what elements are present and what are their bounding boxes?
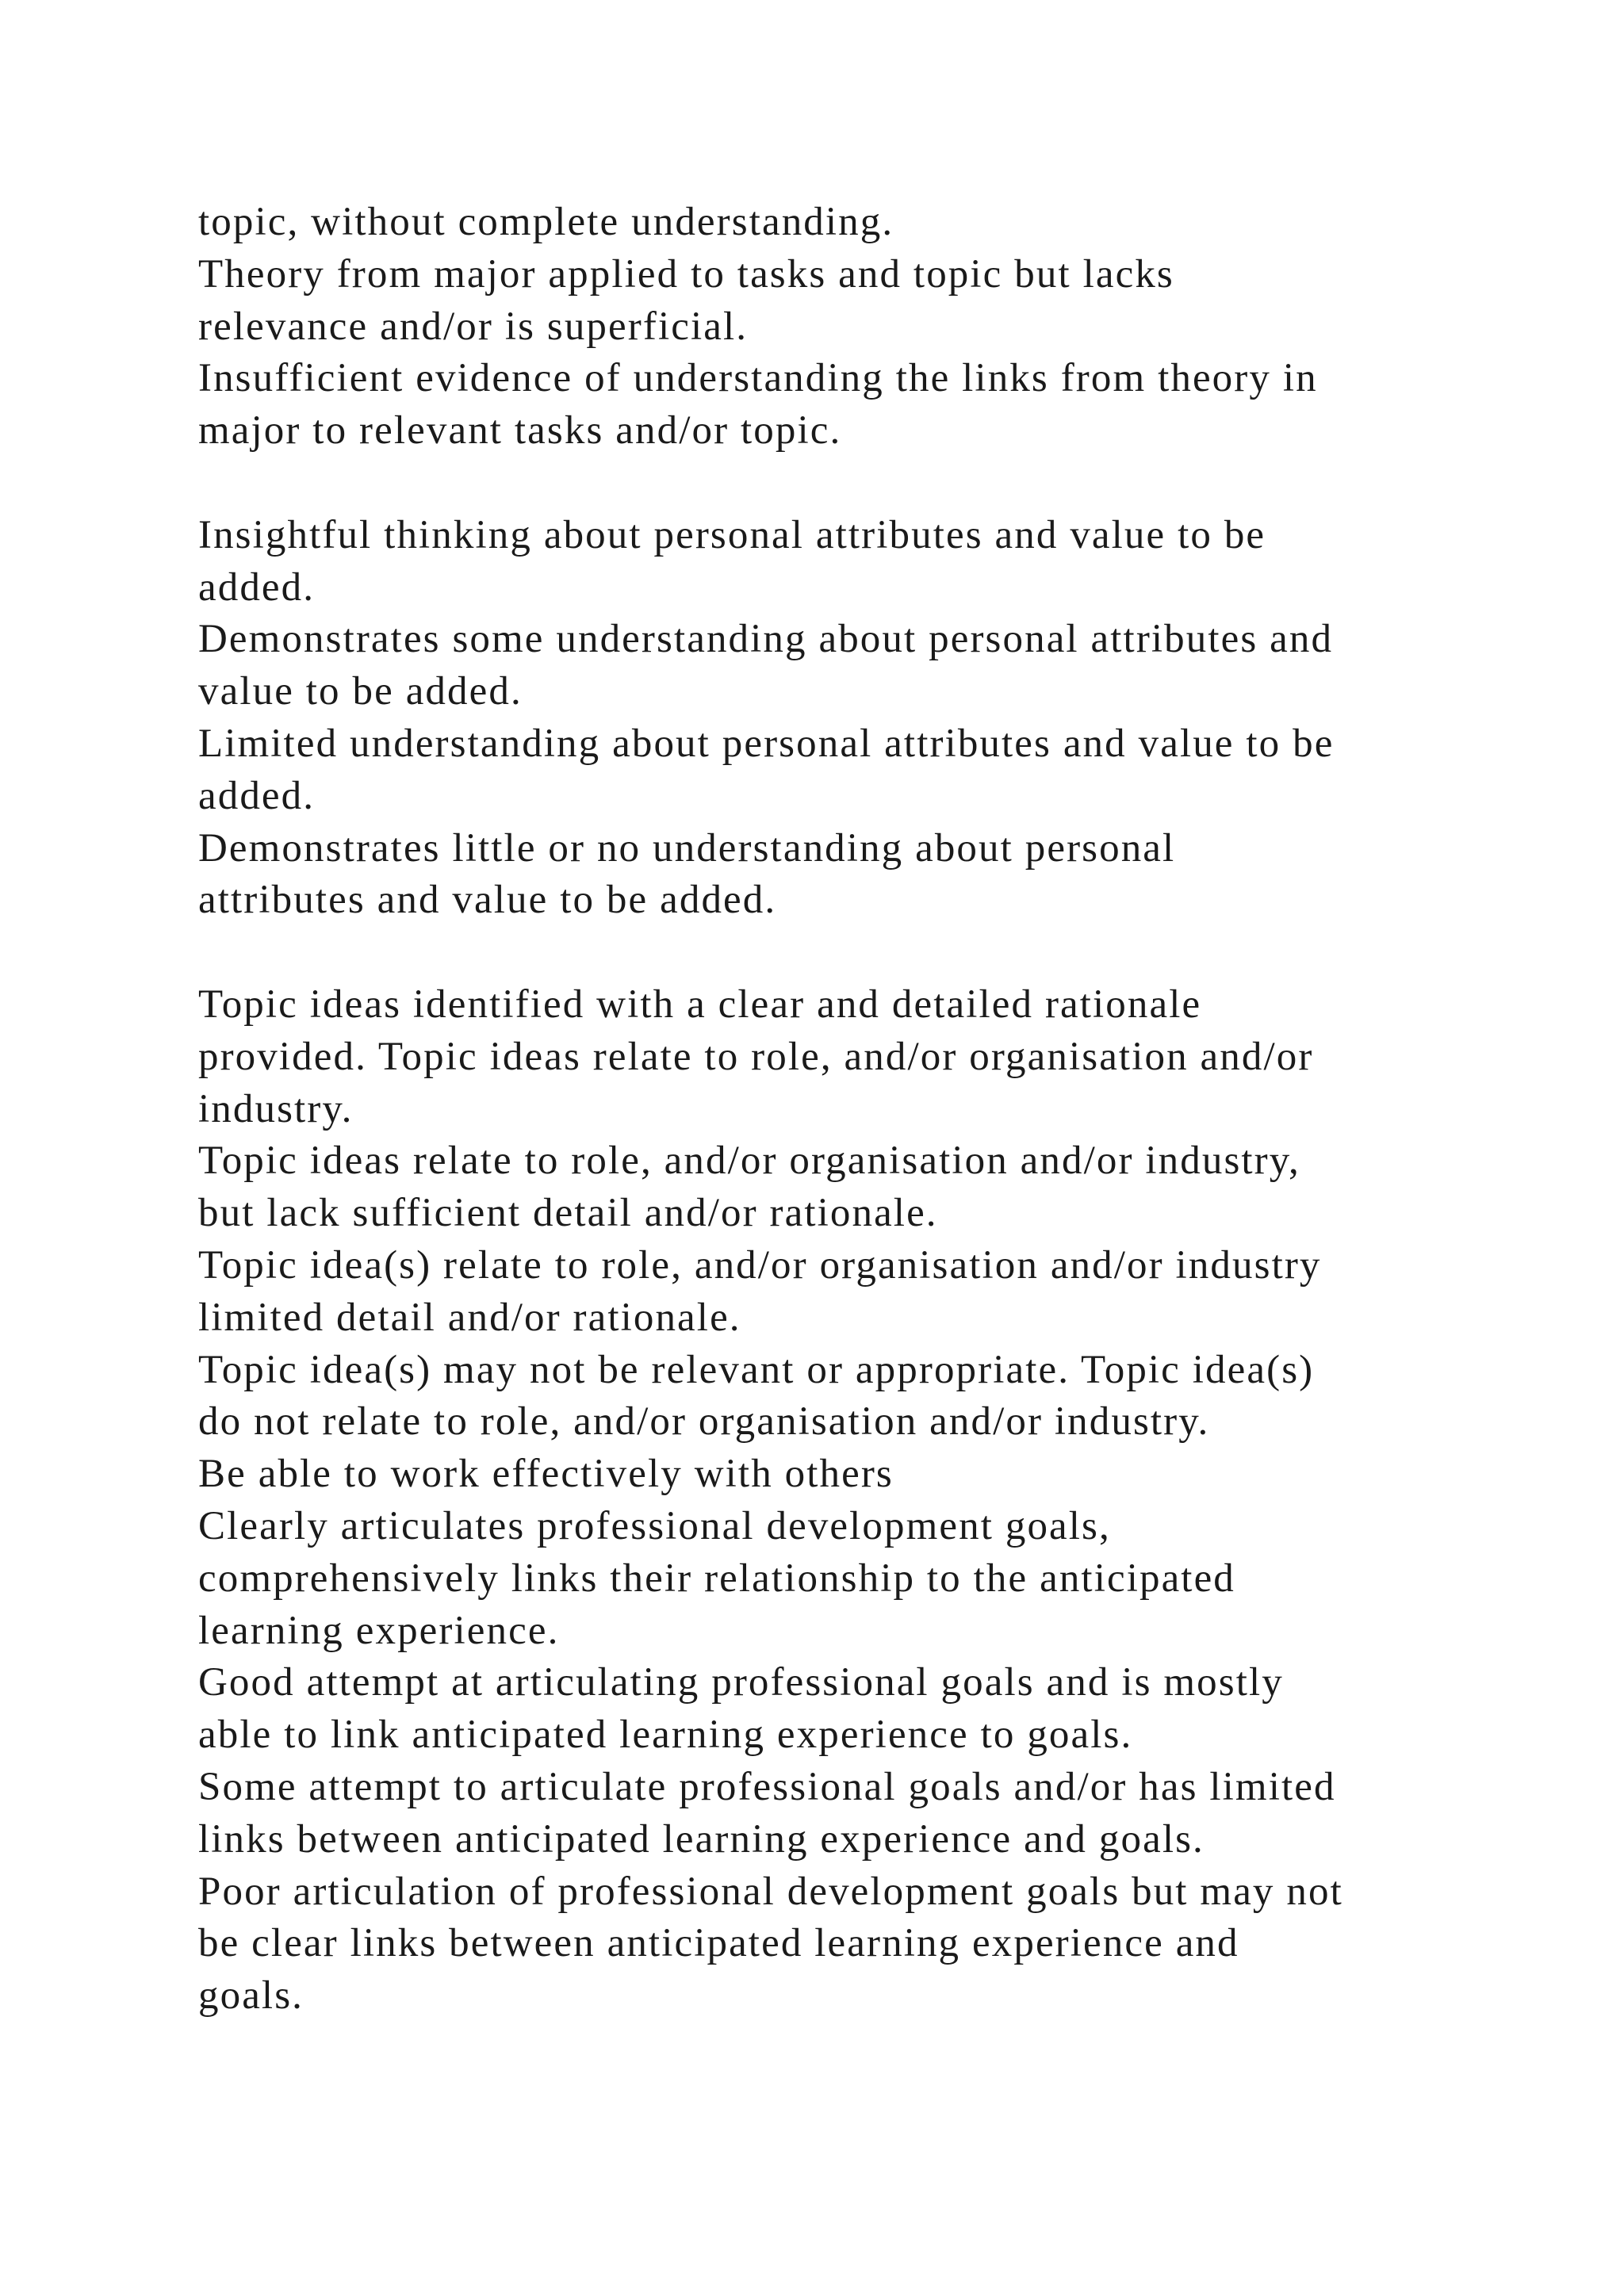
- text-line: be clear links between anticipated learning experience and: [198, 1921, 1239, 1966]
- text-line: limited detail and/or rationale.: [198, 1295, 741, 1340]
- paragraph-gap: [198, 927, 1483, 979]
- text-line: topic, without complete understanding.: [198, 200, 894, 244]
- paragraph-gap: [198, 457, 1483, 510]
- text-line: Good attempt at articulating professional goals and is mostly: [198, 1660, 1284, 1705]
- text-line: Some attempt to articulate professional goals and/or has limited: [198, 1764, 1336, 1809]
- text-line: Topic idea(s) relate to role, and/or organisation and/or industry: [198, 1242, 1322, 1288]
- text-line: but lack sufficient detail and/or rationale.: [198, 1191, 938, 1236]
- text-line: Insufficient evidence of understanding the links from theory in: [198, 356, 1318, 401]
- text-line: Clearly articulates professional development goals,: [198, 1503, 1111, 1548]
- text-line: Limited understanding about personal attributes and value to be: [198, 721, 1335, 766]
- text-line: Poor articulation of professional development goals but may not: [198, 1869, 1343, 1914]
- text-line: industry.: [198, 1086, 354, 1131]
- text-line: Be able to work effectively with others: [198, 1452, 894, 1497]
- text-line: learning experience.: [198, 1608, 560, 1653]
- text-line: Demonstrates little or no understanding about personal: [198, 825, 1176, 871]
- text-line: Topic ideas identified with a clear and detailed rationale: [198, 982, 1202, 1027]
- text-line: able to link anticipated learning experience to goals.: [198, 1712, 1133, 1758]
- text-line: Topic ideas relate to role, and/or organisation and/or industry,: [198, 1138, 1300, 1184]
- text-line: added.: [198, 773, 316, 818]
- text-line: attributes and value to be added.: [198, 878, 777, 923]
- text-line: Theory from major applied to tasks and topic but lacks: [198, 251, 1174, 297]
- text-line: Demonstrates some understanding about personal attributes and: [198, 617, 1334, 662]
- text-line: added.: [198, 564, 316, 610]
- text-line: links between anticipated learning experience and goals.: [198, 1816, 1205, 1862]
- text-line: major to relevant tasks and/or topic.: [198, 408, 842, 453]
- text-line: do not relate to role, and/or organisation and/or industry.: [198, 1399, 1210, 1445]
- text-line: Insightful thinking about personal attributes and value to be: [198, 512, 1266, 557]
- text-line: comprehensively links their relationship to the anticipated: [198, 1556, 1235, 1601]
- text-line: Topic idea(s) may not be relevant or appropriate. Topic idea(s): [198, 1347, 1315, 1392]
- text-line: provided. Topic ideas relate to role, and/or organisation and/or: [198, 1034, 1314, 1079]
- document-body: [198, 197, 1483, 2022]
- text-line: relevance and/or is superficial.: [198, 304, 749, 349]
- text-line: goals.: [198, 1973, 304, 2019]
- text-line: value to be added.: [198, 669, 523, 714]
